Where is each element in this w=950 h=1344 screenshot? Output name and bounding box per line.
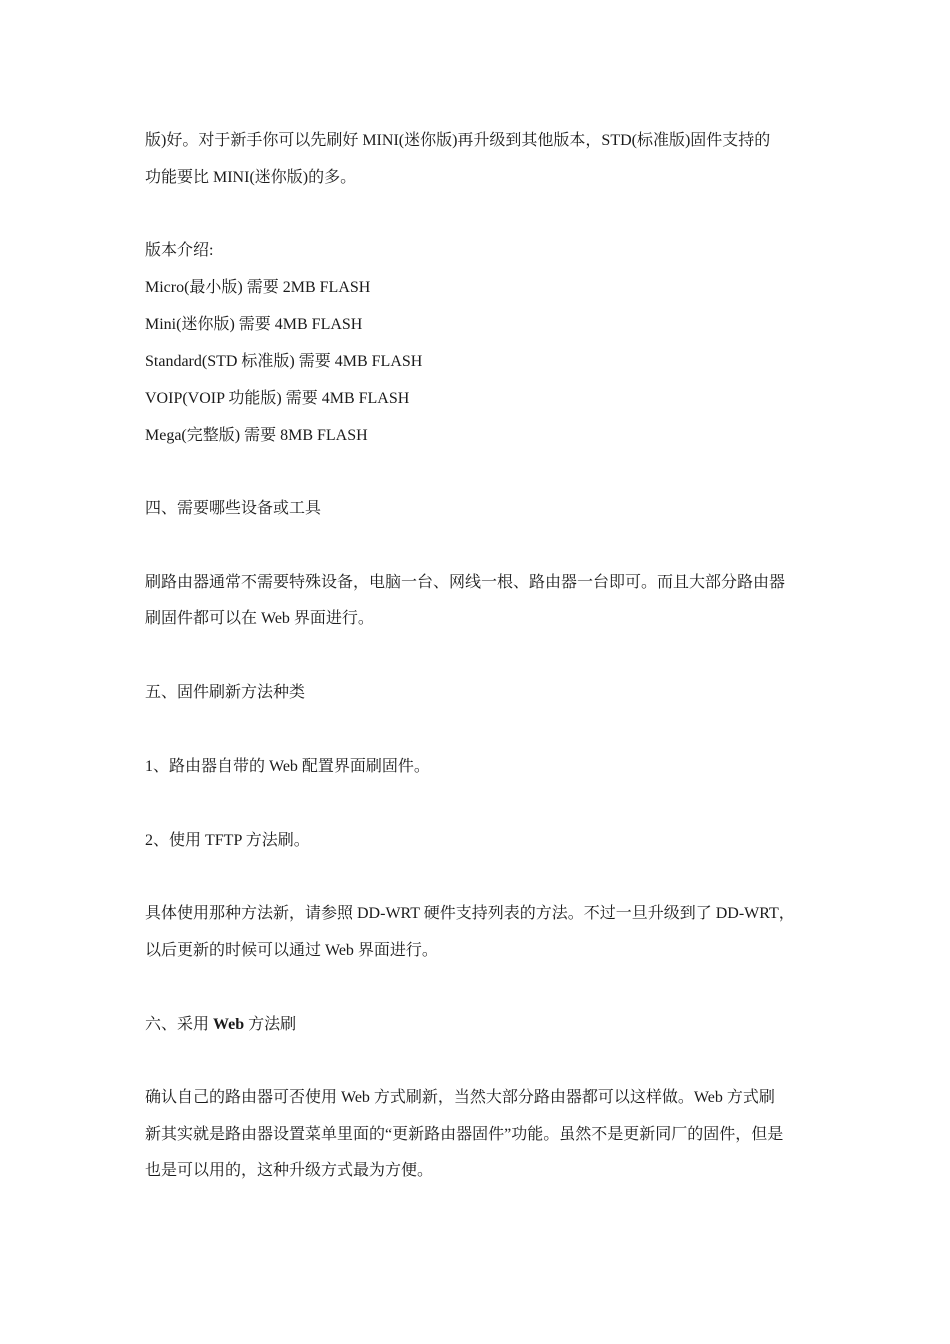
versions-heading: 版本介绍: [145, 242, 214, 259]
section5-note-line-1: 具体使用那种方法新，请参照 DD-WRT 硬件支持列表的方法。不过一旦升级到了 DD-WRT， [145, 905, 795, 922]
section4-line-1: 刷路由器通常不需要特殊设备，电脑一台、网线一根、路由器一台即可。而且大部分路由器 [145, 574, 786, 591]
section5-method-1: 1、路由器自带的 Web 配置界面刷固件。 [145, 758, 430, 775]
section6-heading-suffix: 方法刷 [244, 1016, 297, 1033]
section4-line-2: 刷固件都可以在 Web 界面进行。 [145, 610, 374, 627]
section6-line-3: 也是可以用的，这种升级方式最为方便。 [145, 1162, 434, 1179]
section5-note-line-2: 以后更新的时候可以通过 Web 界面进行。 [145, 942, 438, 959]
section5-method-2: 2、使用 TFTP 方法刷。 [145, 832, 310, 849]
intro-line-2: 功能要比 MINI(迷你版)的多。 [145, 169, 357, 186]
section6-heading [145, 1015, 296, 1035]
section6-line-1: 确认自己的路由器可否使用 Web 方式刷新，当然大部分路由器都可以这样做。Web 方式刷 [145, 1089, 775, 1106]
version-item-micro: Micro(最小版) 需要 2MB FLASH [145, 279, 371, 296]
section5-heading: 五、固件刷新方法种类 [145, 684, 306, 701]
section4-heading: 四、需要哪些设备或工具 [145, 500, 322, 517]
section6-line-2: 新其实就是路由器设置菜单里面的“更新路由器固件”功能。虽然不是更新同厂的固件，但是 [145, 1126, 784, 1143]
version-item-voip: VOIP(VOIP 功能版) 需要 4MB FLASH [145, 390, 410, 407]
version-item-mini: Mini(迷你版) 需要 4MB FLASH [145, 316, 363, 333]
intro-line-1: 版)好。对于新手你可以先刷好 MINI(迷你版)再升级到其他版本，STD(标准版)固件支持的 [145, 132, 771, 149]
section6-heading-prefix: 六、采用 [145, 1016, 214, 1033]
version-item-mega: Mega(完整版) 需要 8MB FLASH [145, 427, 368, 444]
section6-heading-bold: Web [213, 1016, 245, 1033]
version-item-standard: Standard(STD 标准版) 需要 4MB FLASH [145, 353, 423, 370]
